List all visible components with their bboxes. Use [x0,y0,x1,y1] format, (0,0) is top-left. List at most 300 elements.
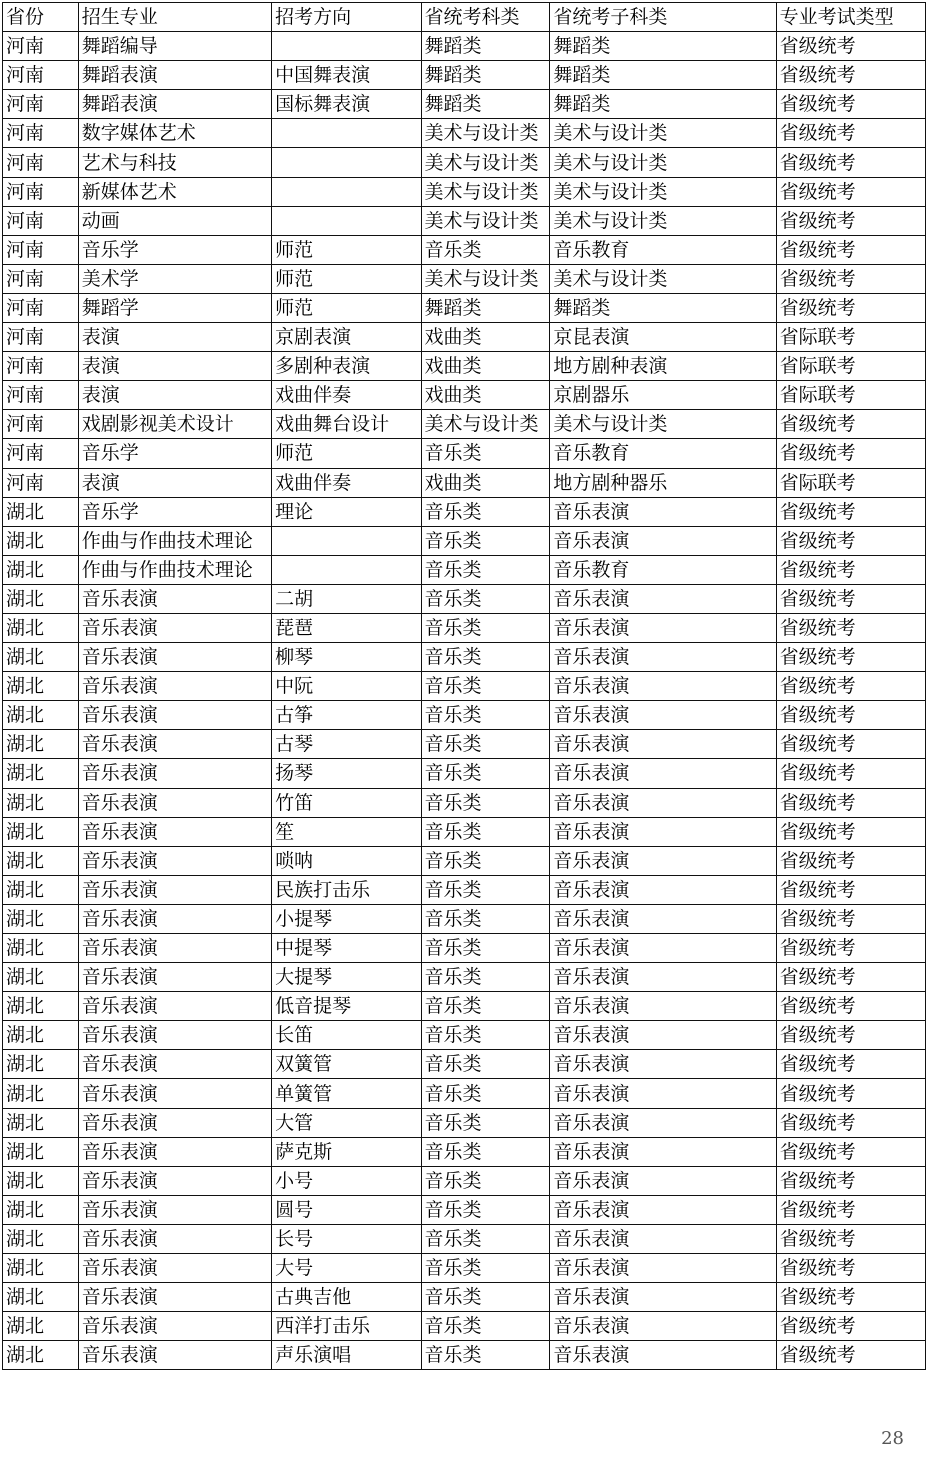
cell-province: 湖北 [3,788,79,817]
cell-direction: 大提琴 [272,963,421,992]
cell-exam-type: 省级统考 [776,32,925,61]
table-row [3,1021,926,1050]
cell-major: 表演 [78,352,271,381]
cell-exam-category: 音乐类 [421,817,550,846]
cell-province: 湖北 [3,701,79,730]
cell-province: 河南 [3,206,79,235]
table-row [3,61,926,90]
cell-exam-subcategory: 音乐表演 [550,672,776,701]
header-cell-exam-category: 省统考科类 [421,3,550,32]
cell-exam-type: 省级统考 [776,1312,925,1341]
table-row [3,439,926,468]
cell-direction: 国标舞表演 [272,90,421,119]
cell-exam-category: 音乐类 [421,497,550,526]
cell-exam-type: 省级统考 [776,788,925,817]
cell-exam-category: 音乐类 [421,963,550,992]
cell-exam-subcategory: 音乐表演 [550,1021,776,1050]
table-row [3,846,926,875]
cell-exam-type: 省级统考 [776,1166,925,1195]
cell-exam-subcategory: 音乐表演 [550,934,776,963]
cell-province: 湖北 [3,875,79,904]
cell-exam-category: 音乐类 [421,1137,550,1166]
cell-province: 湖北 [3,1312,79,1341]
cell-exam-category: 舞蹈类 [421,61,550,90]
cell-province: 河南 [3,177,79,206]
table-row [3,992,926,1021]
cell-direction: 大管 [272,1108,421,1137]
cell-direction: 二胡 [272,584,421,613]
cell-province: 湖北 [3,846,79,875]
cell-province: 湖北 [3,904,79,933]
cell-exam-subcategory: 音乐表演 [550,497,776,526]
cell-major: 音乐表演 [78,846,271,875]
table-row [3,206,926,235]
cell-major: 音乐表演 [78,672,271,701]
cell-major: 音乐表演 [78,1137,271,1166]
cell-province: 湖北 [3,555,79,584]
cell-exam-category: 音乐类 [421,1195,550,1224]
cell-major: 舞蹈表演 [78,61,271,90]
cell-exam-subcategory: 音乐表演 [550,1137,776,1166]
cell-exam-subcategory: 美术与设计类 [550,264,776,293]
cell-exam-subcategory: 音乐表演 [550,1283,776,1312]
table-row [3,1108,926,1137]
cell-exam-category: 音乐类 [421,672,550,701]
cell-province: 湖北 [3,1050,79,1079]
table-row [3,904,926,933]
table-row [3,613,926,642]
cell-exam-type: 省际联考 [776,468,925,497]
cell-exam-subcategory: 美术与设计类 [550,119,776,148]
cell-exam-category: 美术与设计类 [421,264,550,293]
cell-major: 戏剧影视美术设计 [78,410,271,439]
cell-exam-type: 省级统考 [776,672,925,701]
cell-exam-subcategory: 音乐表演 [550,1195,776,1224]
cell-exam-subcategory: 音乐表演 [550,817,776,846]
cell-exam-category: 音乐类 [421,1050,550,1079]
table-row [3,119,926,148]
cell-exam-type: 省际联考 [776,323,925,352]
cell-major: 音乐表演 [78,788,271,817]
cell-exam-subcategory: 音乐表演 [550,1341,776,1370]
cell-exam-subcategory: 音乐教育 [550,439,776,468]
cell-exam-category: 音乐类 [421,1079,550,1108]
cell-direction: 民族打击乐 [272,875,421,904]
cell-exam-category: 舞蹈类 [421,90,550,119]
cell-exam-category: 音乐类 [421,1108,550,1137]
cell-exam-category: 音乐类 [421,1312,550,1341]
cell-major: 表演 [78,323,271,352]
cell-province: 河南 [3,90,79,119]
cell-province: 湖北 [3,1195,79,1224]
cell-province: 湖北 [3,497,79,526]
cell-province: 湖北 [3,992,79,1021]
page-number: 28 [881,1428,904,1449]
cell-exam-subcategory: 音乐表演 [550,526,776,555]
header-cell-direction: 招考方向 [272,3,421,32]
cell-major: 数字媒体艺术 [78,119,271,148]
cell-exam-category: 音乐类 [421,1283,550,1312]
cell-exam-type: 省级统考 [776,643,925,672]
cell-exam-subcategory: 音乐表演 [550,846,776,875]
cell-exam-type: 省际联考 [776,381,925,410]
cell-province: 湖北 [3,934,79,963]
cell-province: 湖北 [3,584,79,613]
cell-direction: 唢呐 [272,846,421,875]
cell-exam-subcategory: 地方剧种表演 [550,352,776,381]
cell-exam-subcategory: 京昆表演 [550,323,776,352]
cell-major: 音乐表演 [78,1108,271,1137]
table-row [3,788,926,817]
table-row [3,934,926,963]
cell-exam-subcategory: 舞蹈类 [550,293,776,322]
cell-exam-subcategory: 音乐教育 [550,555,776,584]
table-row [3,1224,926,1253]
cell-exam-subcategory: 音乐表演 [550,1224,776,1253]
table-row [3,32,926,61]
cell-direction: 戏曲伴奏 [272,381,421,410]
table-row [3,701,926,730]
cell-exam-type: 省级统考 [776,206,925,235]
cell-exam-category: 音乐类 [421,643,550,672]
cell-major: 音乐表演 [78,584,271,613]
cell-direction: 长号 [272,1224,421,1253]
table-row [3,643,926,672]
table-row [3,1195,926,1224]
cell-exam-category: 音乐类 [421,584,550,613]
cell-exam-category: 舞蹈类 [421,293,550,322]
cell-exam-subcategory: 音乐表演 [550,963,776,992]
cell-exam-category: 音乐类 [421,555,550,584]
cell-direction: 琵琶 [272,613,421,642]
cell-province: 河南 [3,352,79,381]
cell-direction [272,206,421,235]
cell-exam-category: 音乐类 [421,235,550,264]
cell-major: 表演 [78,381,271,410]
cell-exam-type: 省级统考 [776,497,925,526]
cell-exam-type: 省级统考 [776,1283,925,1312]
cell-exam-category: 美术与设计类 [421,206,550,235]
cell-major: 美术学 [78,264,271,293]
cell-major: 音乐学 [78,235,271,264]
cell-exam-category: 音乐类 [421,613,550,642]
cell-direction: 圆号 [272,1195,421,1224]
cell-major: 音乐表演 [78,817,271,846]
cell-direction [272,555,421,584]
cell-exam-type: 省级统考 [776,61,925,90]
cell-province: 湖北 [3,963,79,992]
table-header-row [3,3,926,32]
cell-major: 动画 [78,206,271,235]
cell-major: 音乐表演 [78,904,271,933]
cell-major: 舞蹈学 [78,293,271,322]
cell-exam-type: 省级统考 [776,293,925,322]
cell-exam-type: 省级统考 [776,1254,925,1283]
cell-direction: 师范 [272,293,421,322]
cell-exam-type: 省级统考 [776,1079,925,1108]
table-row [3,352,926,381]
cell-exam-type: 省际联考 [776,352,925,381]
header-cell-major: 招生专业 [78,3,271,32]
cell-major: 舞蹈表演 [78,90,271,119]
cell-exam-type: 省级统考 [776,235,925,264]
cell-province: 湖北 [3,1283,79,1312]
cell-province: 湖北 [3,672,79,701]
table-body [3,3,926,1370]
cell-exam-type: 省级统考 [776,1137,925,1166]
cell-major: 音乐表演 [78,613,271,642]
cell-province: 河南 [3,32,79,61]
cell-exam-subcategory: 音乐教育 [550,235,776,264]
cell-province: 湖北 [3,643,79,672]
cell-exam-subcategory: 音乐表演 [550,1108,776,1137]
cell-exam-subcategory: 音乐表演 [550,1079,776,1108]
cell-exam-category: 音乐类 [421,875,550,904]
cell-exam-subcategory: 音乐表演 [550,875,776,904]
header-cell-exam-type: 专业考试类型 [776,3,925,32]
cell-exam-category: 戏曲类 [421,323,550,352]
cell-major: 音乐表演 [78,875,271,904]
cell-exam-subcategory: 舞蹈类 [550,90,776,119]
cell-exam-category: 音乐类 [421,934,550,963]
cell-exam-category: 音乐类 [421,992,550,1021]
cell-province: 河南 [3,148,79,177]
cell-exam-subcategory: 音乐表演 [550,788,776,817]
cell-major: 音乐表演 [78,1283,271,1312]
cell-exam-subcategory: 音乐表演 [550,992,776,1021]
cell-major: 舞蹈编导 [78,32,271,61]
cell-exam-type: 省级统考 [776,526,925,555]
cell-direction: 低音提琴 [272,992,421,1021]
table-row [3,1166,926,1195]
cell-direction: 京剧表演 [272,323,421,352]
table-row [3,1341,926,1370]
cell-exam-subcategory: 美术与设计类 [550,148,776,177]
cell-exam-type: 省级统考 [776,1195,925,1224]
cell-exam-subcategory: 音乐表演 [550,1166,776,1195]
header-cell-exam-subcategory: 省统考子科类 [550,3,776,32]
cell-exam-subcategory: 美术与设计类 [550,177,776,206]
cell-province: 河南 [3,264,79,293]
cell-exam-type: 省级统考 [776,1050,925,1079]
cell-major: 作曲与作曲技术理论 [78,526,271,555]
cell-exam-category: 美术与设计类 [421,410,550,439]
table-row [3,1283,926,1312]
cell-province: 河南 [3,119,79,148]
cell-exam-subcategory: 音乐表演 [550,613,776,642]
cell-direction [272,526,421,555]
cell-major: 音乐表演 [78,1079,271,1108]
cell-exam-category: 音乐类 [421,759,550,788]
table-row [3,526,926,555]
cell-exam-subcategory: 音乐表演 [550,904,776,933]
table-row [3,264,926,293]
cell-province: 湖北 [3,1137,79,1166]
cell-exam-subcategory: 音乐表演 [550,1050,776,1079]
cell-province: 湖北 [3,1341,79,1370]
cell-exam-subcategory: 美术与设计类 [550,410,776,439]
cell-exam-subcategory: 京剧器乐 [550,381,776,410]
cell-exam-category: 音乐类 [421,526,550,555]
cell-major: 艺术与科技 [78,148,271,177]
cell-exam-type: 省级统考 [776,875,925,904]
table-row [3,497,926,526]
cell-province: 河南 [3,439,79,468]
cell-direction: 师范 [272,235,421,264]
cell-exam-type: 省级统考 [776,963,925,992]
cell-direction: 长笛 [272,1021,421,1050]
cell-major: 音乐表演 [78,1341,271,1370]
cell-exam-category: 美术与设计类 [421,177,550,206]
cell-exam-category: 戏曲类 [421,381,550,410]
cell-exam-type: 省级统考 [776,555,925,584]
cell-direction: 中提琴 [272,934,421,963]
table-row [3,468,926,497]
table-row [3,1254,926,1283]
cell-direction: 师范 [272,264,421,293]
cell-major: 音乐表演 [78,643,271,672]
cell-exam-type: 省级统考 [776,934,925,963]
table-row [3,1312,926,1341]
cell-major: 新媒体艺术 [78,177,271,206]
cell-exam-type: 省级统考 [776,759,925,788]
cell-exam-category: 音乐类 [421,730,550,759]
cell-major: 音乐表演 [78,1021,271,1050]
cell-exam-type: 省级统考 [776,846,925,875]
table-row [3,381,926,410]
cell-direction: 竹笛 [272,788,421,817]
cell-province: 河南 [3,61,79,90]
cell-exam-subcategory: 舞蹈类 [550,61,776,90]
cell-direction [272,148,421,177]
cell-province: 河南 [3,468,79,497]
cell-direction: 理论 [272,497,421,526]
cell-exam-category: 美术与设计类 [421,119,550,148]
cell-major: 音乐表演 [78,1195,271,1224]
cell-exam-subcategory: 音乐表演 [550,759,776,788]
cell-exam-category: 戏曲类 [421,468,550,497]
cell-direction [272,32,421,61]
cell-direction: 戏曲舞台设计 [272,410,421,439]
cell-major: 音乐表演 [78,1312,271,1341]
cell-exam-category: 音乐类 [421,701,550,730]
cell-exam-category: 音乐类 [421,846,550,875]
table-row [3,730,926,759]
cell-exam-category: 音乐类 [421,1166,550,1195]
cell-major: 音乐学 [78,497,271,526]
cell-exam-type: 省级统考 [776,177,925,206]
cell-exam-subcategory: 音乐表演 [550,730,776,759]
cell-exam-subcategory: 音乐表演 [550,701,776,730]
table-row [3,1050,926,1079]
cell-exam-subcategory: 舞蹈类 [550,32,776,61]
table-row [3,759,926,788]
cell-exam-type: 省级统考 [776,613,925,642]
table-row [3,817,926,846]
cell-exam-category: 音乐类 [421,904,550,933]
cell-exam-category: 音乐类 [421,1341,550,1370]
cell-major: 音乐表演 [78,1050,271,1079]
cell-major: 音乐表演 [78,730,271,759]
cell-province: 湖北 [3,1254,79,1283]
cell-exam-type: 省级统考 [776,439,925,468]
cell-direction: 小号 [272,1166,421,1195]
cell-direction: 小提琴 [272,904,421,933]
cell-major: 表演 [78,468,271,497]
table-row [3,584,926,613]
cell-province: 湖北 [3,817,79,846]
cell-exam-category: 戏曲类 [421,352,550,381]
cell-direction: 中国舞表演 [272,61,421,90]
cell-direction: 古典吉他 [272,1283,421,1312]
cell-direction: 西洋打击乐 [272,1312,421,1341]
table-row [3,293,926,322]
cell-major: 音乐学 [78,439,271,468]
cell-province: 河南 [3,235,79,264]
cell-major: 音乐表演 [78,1166,271,1195]
cell-direction: 扬琴 [272,759,421,788]
cell-exam-subcategory: 音乐表演 [550,584,776,613]
cell-province: 湖北 [3,1021,79,1050]
cell-exam-type: 省级统考 [776,119,925,148]
cell-exam-subcategory: 地方剧种器乐 [550,468,776,497]
cell-province: 河南 [3,293,79,322]
table-row [3,1137,926,1166]
cell-exam-type: 省级统考 [776,904,925,933]
cell-direction [272,119,421,148]
cell-direction: 多剧种表演 [272,352,421,381]
cell-direction: 笙 [272,817,421,846]
cell-major: 音乐表演 [78,934,271,963]
cell-province: 河南 [3,381,79,410]
cell-exam-type: 省级统考 [776,264,925,293]
cell-exam-type: 省级统考 [776,1108,925,1137]
cell-exam-subcategory: 音乐表演 [550,1312,776,1341]
cell-exam-category: 音乐类 [421,788,550,817]
cell-direction: 师范 [272,439,421,468]
cell-exam-category: 音乐类 [421,1021,550,1050]
table-row [3,963,926,992]
cell-province: 河南 [3,323,79,352]
cell-direction: 古琴 [272,730,421,759]
cell-direction: 双簧管 [272,1050,421,1079]
cell-exam-category: 舞蹈类 [421,32,550,61]
cell-direction: 声乐演唱 [272,1341,421,1370]
cell-exam-category: 音乐类 [421,1254,550,1283]
header-cell-province: 省份 [3,3,79,32]
cell-province: 湖北 [3,730,79,759]
cell-exam-category: 音乐类 [421,439,550,468]
cell-direction: 戏曲伴奏 [272,468,421,497]
cell-major: 音乐表演 [78,701,271,730]
cell-major: 音乐表演 [78,1224,271,1253]
cell-direction: 中阮 [272,672,421,701]
cell-exam-type: 省级统考 [776,584,925,613]
cell-exam-type: 省级统考 [776,1021,925,1050]
cell-province: 湖北 [3,1079,79,1108]
table-row [3,235,926,264]
cell-exam-type: 省级统考 [776,730,925,759]
cell-exam-subcategory: 美术与设计类 [550,206,776,235]
cell-exam-type: 省级统考 [776,148,925,177]
cell-major: 音乐表演 [78,992,271,1021]
cell-exam-type: 省级统考 [776,701,925,730]
cell-major: 音乐表演 [78,1254,271,1283]
cell-province: 湖北 [3,759,79,788]
admissions-table [2,2,926,1370]
cell-exam-type: 省级统考 [776,1341,925,1370]
cell-exam-subcategory: 音乐表演 [550,643,776,672]
